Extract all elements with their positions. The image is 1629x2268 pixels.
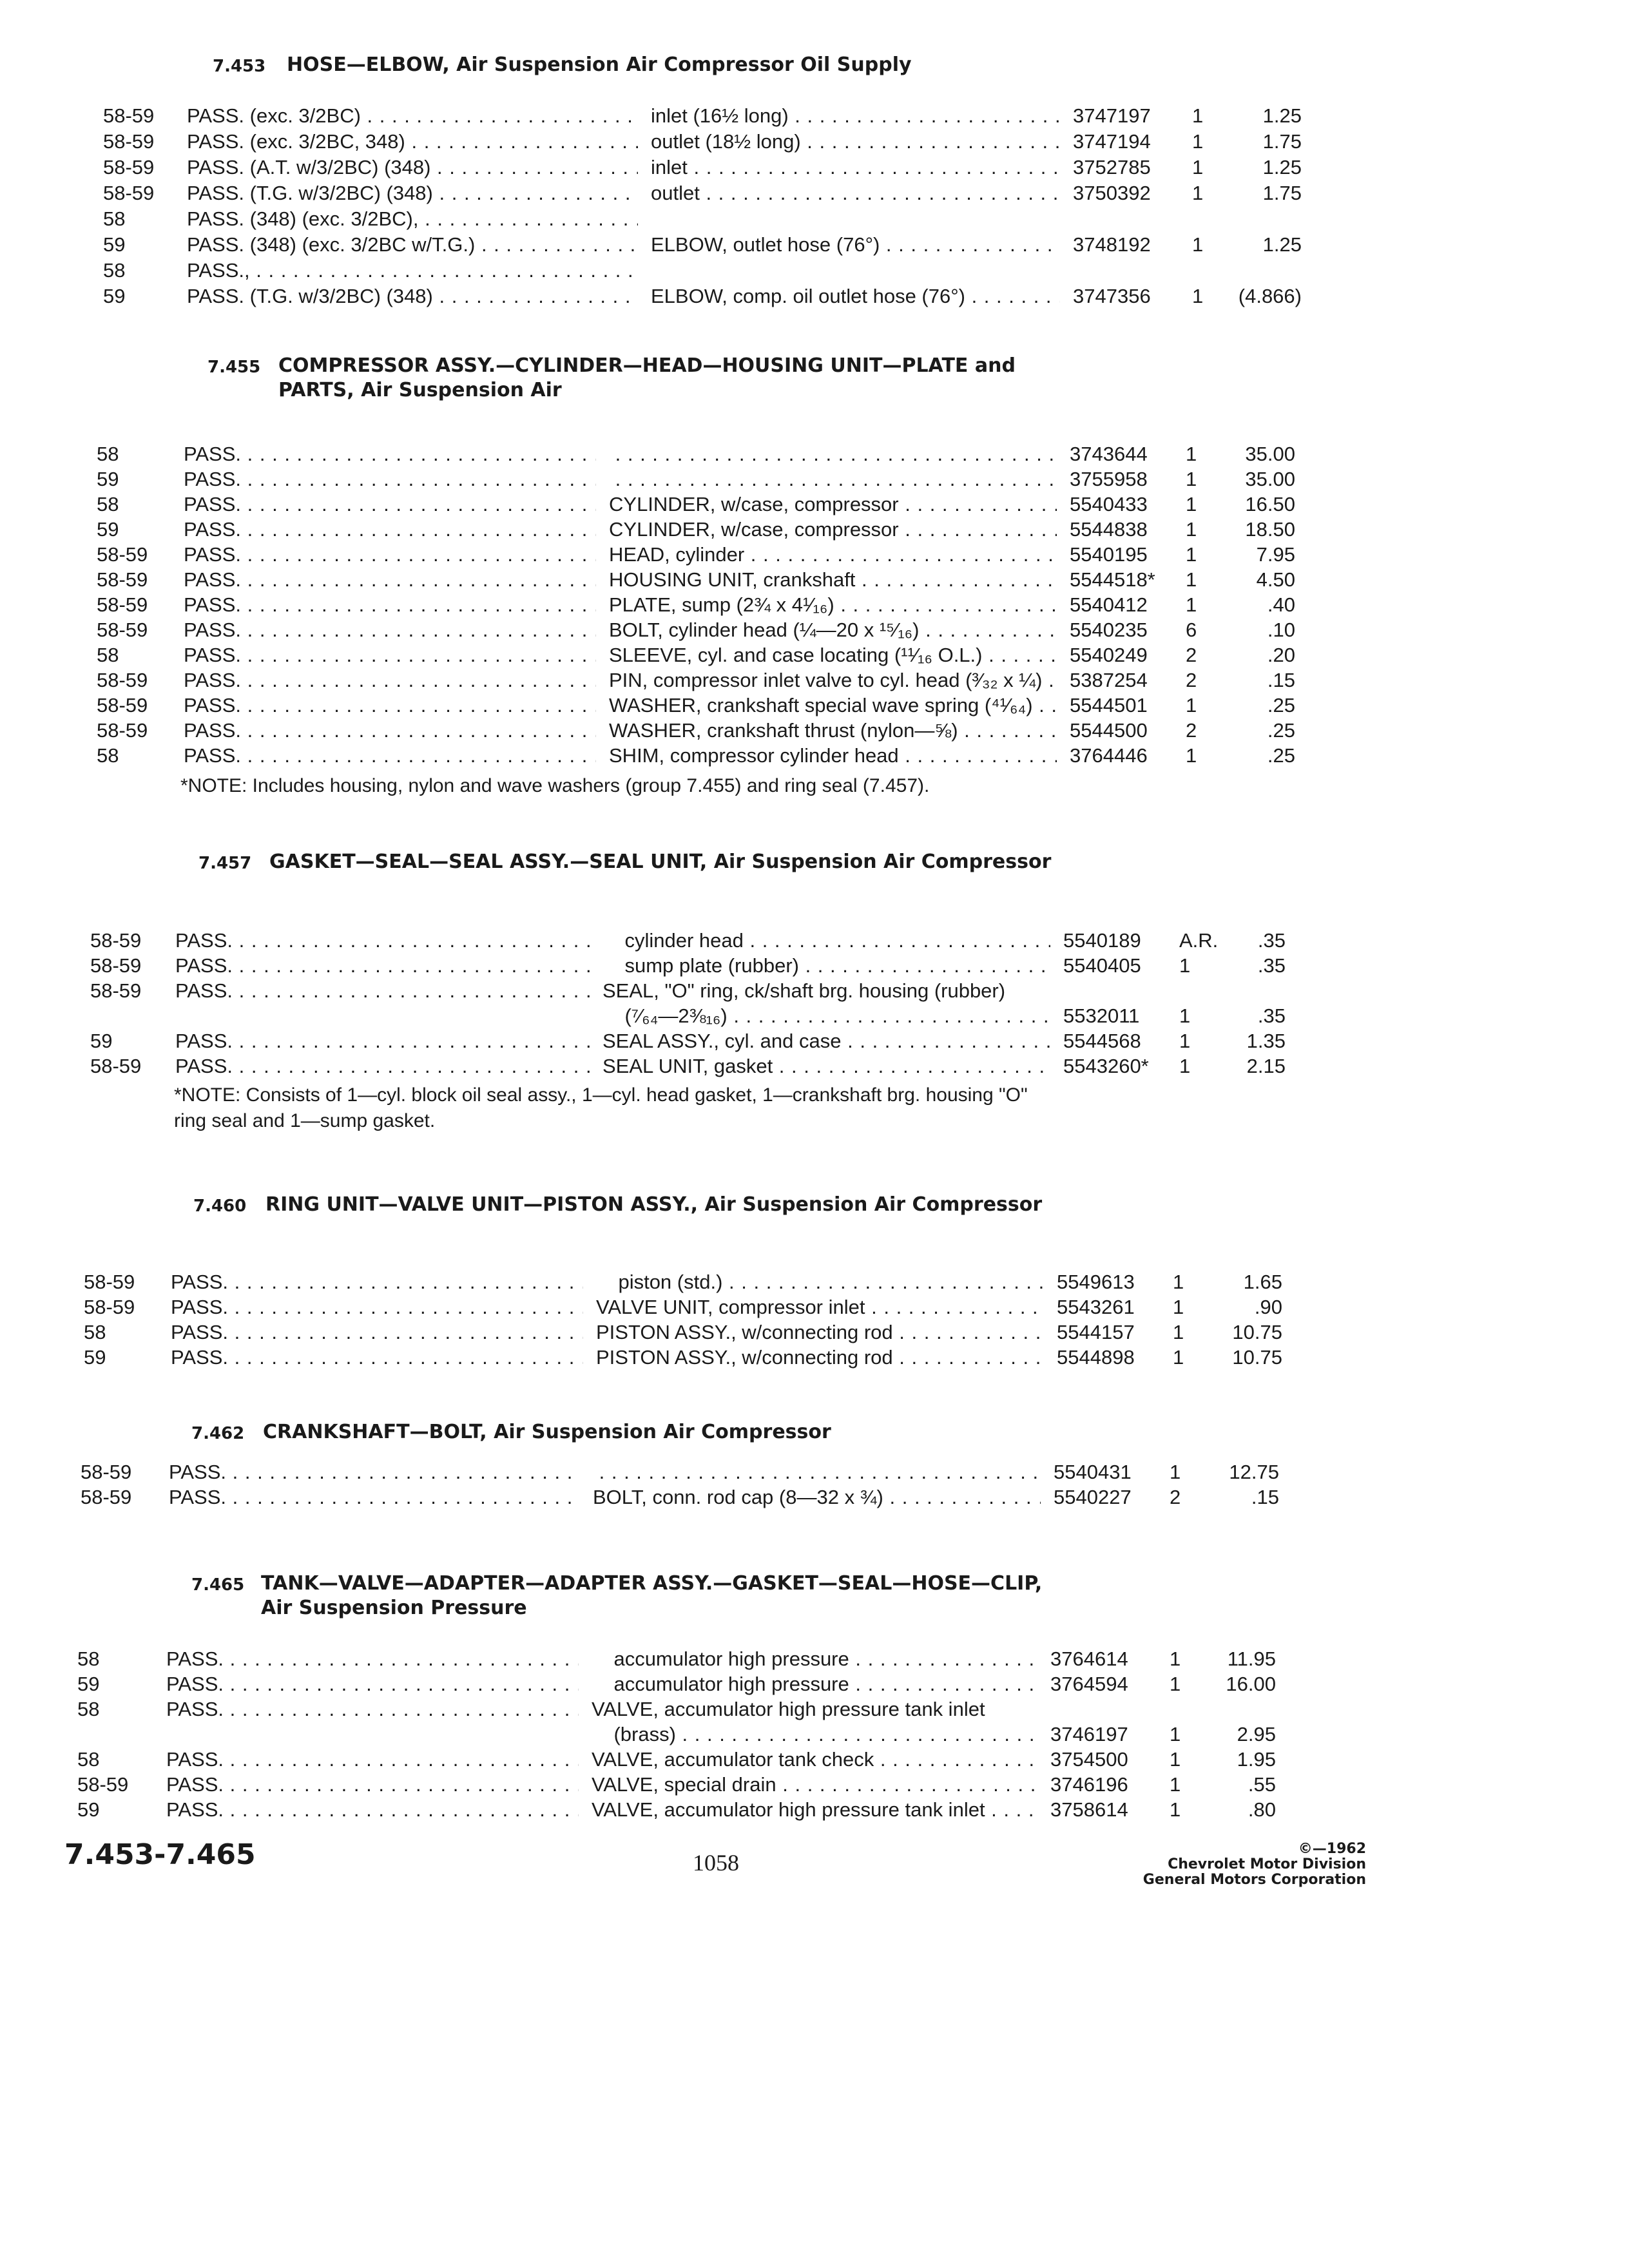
part-row [0, 642, 1629, 668]
part-number-cell: 5544898 [1057, 1346, 1135, 1369]
part-number-cell: 5544501 [1070, 694, 1148, 716]
description-cell: SEAL ASSY., cyl. and case . . . [602, 1028, 1050, 1054]
description-cell: PIN, compressor inlet valve to cyl. head (³⁄₃₂ x ¼) . . . [609, 668, 1057, 693]
price-cell: 7.95 [1256, 543, 1295, 566]
part-row [0, 517, 1629, 543]
quantity-cell: 2 [1170, 1486, 1181, 1508]
year-cell: 59 [84, 1346, 106, 1369]
part-number-cell: 3746197 [1050, 1723, 1128, 1745]
description-cell: SLEEVE, cyl. and case locating (¹¹⁄₁₆ O.L.) . . . [609, 642, 1057, 668]
model-cell: PASS. (T.G. w/3/2BC) (348) . . . [187, 284, 638, 309]
quantity-cell: 1 [1192, 182, 1204, 204]
year-cell: 59 [103, 233, 126, 256]
part-row [0, 1003, 1629, 1029]
quantity-cell: 1 [1170, 1461, 1181, 1483]
part-number-cell: 5540412 [1070, 593, 1148, 616]
price-cell: (4.866) [1238, 285, 1302, 307]
quantity-cell: 1 [1192, 130, 1204, 153]
model-cell: PASS. . . . [166, 1797, 579, 1823]
section-title: HOSE—ELBOW, Air Suspension Air Compressor Oil Supply [287, 53, 912, 76]
part-number-cell: 5540189 [1063, 929, 1141, 952]
part-number-cell: 5387254 [1070, 669, 1148, 691]
part-number-cell: 5544838 [1070, 518, 1148, 541]
description-cell: CYLINDER, w/case, compressor . . . [609, 517, 1057, 543]
year-cell: 59 [97, 468, 119, 490]
part-number-cell: 3747194 [1073, 130, 1151, 153]
year-cell: 58 [77, 1698, 100, 1720]
part-number-cell: 5544500 [1070, 719, 1148, 742]
description-cell: sump plate (rubber) . . . [602, 953, 1050, 979]
quantity-cell: 1 [1170, 1773, 1181, 1796]
part-row [0, 693, 1629, 718]
description-cell [609, 466, 1057, 492]
part-number-cell: 5544568 [1063, 1030, 1141, 1052]
model-cell: PASS. . . . [184, 642, 596, 668]
price-cell: .15 [1251, 1486, 1279, 1508]
year-cell: 58 [77, 1748, 100, 1771]
year-cell: 58-59 [77, 1773, 129, 1796]
model-cell: PASS. . . . [184, 492, 596, 517]
year-cell: 58-59 [97, 568, 148, 591]
description-cell: WASHER, crankshaft special wave spring (⁴¹⁄₆₄) . . . [609, 693, 1057, 718]
quantity-cell: 1 [1186, 493, 1197, 515]
year-cell: 58-59 [97, 669, 148, 691]
price-cell: .10 [1267, 619, 1295, 641]
model-cell: PASS. . . . [169, 1485, 580, 1510]
description-cell: inlet . . . [651, 155, 1060, 180]
price-cell: .90 [1254, 1296, 1282, 1318]
section-note: *NOTE: Consists of 1—cyl. block oil seal assy., 1—cyl. head gasket, 1—crankshaft brg. housing "O" ring seal and 1—sump gasket. [174, 1084, 1028, 1131]
quantity-cell: 6 [1186, 619, 1197, 641]
description-cell: (⁷⁄₆₄—2⅜₁₆) . . . [602, 1003, 1050, 1029]
year-cell: 58-59 [84, 1296, 135, 1318]
year-cell: 59 [77, 1673, 100, 1695]
part-number-cell: 3764614 [1050, 1648, 1128, 1670]
quantity-cell: 1 [1179, 954, 1191, 977]
quantity-cell: 1 [1173, 1296, 1184, 1318]
quantity-cell: 1 [1186, 694, 1197, 716]
model-cell: PASS. . . . [175, 928, 590, 954]
part-row [0, 617, 1629, 643]
model-cell: PASS. . . . [184, 743, 596, 769]
division-name: Chevrolet Motor Division [1168, 1856, 1366, 1872]
model-cell: PASS. . . . [171, 1320, 583, 1345]
part-number-cell: 3748192 [1073, 233, 1151, 256]
description-cell: outlet (18½ long) . . . [651, 129, 1060, 155]
part-row [0, 953, 1629, 979]
part-row [0, 1459, 1629, 1485]
quantity-cell: 1 [1173, 1321, 1184, 1343]
description-cell: VALVE UNIT, compressor inlet . . . [596, 1294, 1044, 1320]
part-number-cell: 3750392 [1073, 182, 1151, 204]
description-cell: VALVE, accumulator tank check . . . [592, 1747, 1037, 1773]
year-cell: 58 [97, 744, 119, 767]
price-cell: .40 [1267, 593, 1295, 616]
part-row [0, 567, 1629, 593]
description-cell: accumulator high pressure . . . [592, 1671, 1037, 1697]
year-cell: 58-59 [97, 543, 148, 566]
model-cell: PASS. . . . [171, 1269, 583, 1295]
model-cell: PASS. . . . [171, 1294, 583, 1320]
price-cell: .25 [1267, 719, 1295, 742]
description-cell: BOLT, conn. rod cap (8—32 x ¾) . . . [593, 1485, 1041, 1510]
part-row [0, 1646, 1629, 1672]
part-number-cell: 5549613 [1057, 1271, 1135, 1293]
part-row [0, 542, 1629, 568]
year-cell: 58-59 [103, 156, 155, 178]
price-cell: 1.25 [1262, 156, 1302, 178]
year-cell: 58-59 [97, 694, 148, 716]
part-number-cell: 3752785 [1073, 156, 1151, 178]
description-cell: outlet . . . [651, 180, 1060, 206]
model-cell: PASS. . . . [169, 1459, 580, 1485]
quantity-cell: 1 [1186, 593, 1197, 616]
description-cell: SHIM, compressor cylinder head . . . [609, 743, 1057, 769]
price-cell: .35 [1257, 929, 1286, 952]
page-number: 1058 [693, 1850, 739, 1876]
price-cell: 35.00 [1245, 468, 1295, 490]
section-title: TANK—VALVE—ADAPTER—ADAPTER ASSY.—GASKET—SEAL—HOSE—CLIP, Air Suspension Pressure [261, 1572, 1043, 1619]
price-cell: 1.75 [1262, 182, 1302, 204]
section-note: *NOTE: Includes housing, nylon and wave washers (group 7.455) and ring seal (7.457). [180, 775, 930, 796]
model-cell: PASS. . . . [184, 617, 596, 643]
description-cell: VALVE, accumulator high pressure tank inlet . . . [592, 1797, 1037, 1823]
part-number-cell: 3764446 [1070, 744, 1148, 767]
section-number: 7.455 [207, 358, 261, 377]
price-cell: 18.50 [1245, 518, 1295, 541]
model-cell: PASS. (exc. 3/2BC, 348) . . . [187, 129, 638, 155]
part-row [0, 466, 1629, 492]
description-cell [609, 441, 1057, 467]
year-cell: 58-59 [97, 619, 148, 641]
description-cell: PISTON ASSY., w/connecting rod . . . [596, 1345, 1044, 1370]
quantity-cell: 1 [1186, 744, 1197, 767]
description-cell: HOUSING UNIT, crankshaft . . . [609, 567, 1057, 593]
description-cell: accumulator high pressure . . . [592, 1646, 1037, 1672]
description-cell: SEAL, "O" ring, ck/shaft brg. housing (rubber) [602, 979, 1006, 1002]
model-cell: PASS. . . . [166, 1671, 579, 1697]
quantity-cell: A.R. [1179, 929, 1219, 952]
year-cell: 59 [103, 285, 126, 307]
year-cell: 58-59 [90, 1055, 142, 1077]
part-number-cell: 3754500 [1050, 1748, 1128, 1771]
model-cell: PASS. . . . [184, 517, 596, 543]
model-cell: PASS. . . . [171, 1345, 583, 1370]
description-cell: PISTON ASSY., w/connecting rod . . . [596, 1320, 1044, 1345]
model-cell: PASS. . . . [175, 953, 590, 979]
quantity-cell: 1 [1192, 104, 1204, 127]
publisher-block [1095, 1841, 1366, 1888]
part-row [0, 1028, 1629, 1054]
part-row [0, 1722, 1629, 1747]
quantity-cell: 1 [1192, 233, 1204, 256]
quantity-cell: 1 [1170, 1648, 1181, 1670]
year-cell: 58-59 [81, 1461, 132, 1483]
part-number-cell: 3747356 [1073, 285, 1151, 307]
quantity-cell: 1 [1186, 468, 1197, 490]
year-cell: 58-59 [90, 979, 142, 1002]
price-cell: 12.75 [1229, 1461, 1279, 1483]
quantity-cell: 1 [1179, 1055, 1191, 1077]
part-row [0, 668, 1629, 693]
model-cell: PASS. . . . [166, 1747, 579, 1773]
part-row [0, 1747, 1629, 1773]
part-row [0, 1269, 1629, 1295]
year-cell: 58 [103, 259, 126, 282]
quantity-cell: 1 [1170, 1748, 1181, 1771]
model-cell: PASS. . . . [184, 693, 596, 718]
part-row [0, 129, 1629, 155]
part-number-cell: 3743644 [1070, 443, 1148, 465]
part-number-cell: 3758614 [1050, 1798, 1128, 1821]
price-cell: .15 [1267, 669, 1295, 691]
part-row [0, 1696, 1629, 1722]
model-cell: PASS. . . . [184, 668, 596, 693]
part-row [0, 206, 1629, 232]
model-cell: PASS. (348) (exc. 3/2BC w/T.G.) . . . [187, 232, 638, 258]
price-cell: 16.50 [1245, 493, 1295, 515]
quantity-cell: 1 [1186, 518, 1197, 541]
year-cell: 59 [90, 1030, 113, 1052]
year-cell: 58-59 [90, 929, 142, 952]
price-cell: 1.65 [1243, 1271, 1282, 1293]
section-number: 7.462 [191, 1424, 245, 1443]
description-cell: ELBOW, comp. oil outlet hose (76°) . . . [651, 284, 1060, 309]
model-cell: PASS. . . . [175, 978, 590, 1004]
quantity-cell: 1 [1186, 443, 1197, 465]
year-cell: 58 [97, 443, 119, 465]
description-cell: ELBOW, outlet hose (76°) . . . [651, 232, 1060, 258]
part-number-cell: 5540227 [1054, 1486, 1132, 1508]
quantity-cell: 1 [1170, 1798, 1181, 1821]
part-row [0, 155, 1629, 180]
price-cell: 10.75 [1232, 1321, 1282, 1343]
description-cell: inlet (16½ long) . . . [651, 103, 1060, 129]
price-cell: 35.00 [1245, 443, 1295, 465]
year-cell: 58-59 [103, 104, 155, 127]
price-cell: 1.25 [1262, 233, 1302, 256]
section-number: 7.465 [191, 1575, 245, 1595]
year-cell: 58-59 [81, 1486, 132, 1508]
model-cell: PASS. . . . [166, 1772, 579, 1798]
quantity-cell: 1 [1186, 543, 1197, 566]
part-row [0, 284, 1629, 309]
price-cell: 1.75 [1262, 130, 1302, 153]
model-cell: PASS. . . . [184, 567, 596, 593]
model-cell: PASS. . . . [184, 718, 596, 744]
description-cell: BOLT, cylinder head (¼—20 x ¹⁵⁄₁₆) . . . [609, 617, 1057, 643]
description-cell: cylinder head . . . [602, 928, 1050, 954]
quantity-cell: 1 [1173, 1271, 1184, 1293]
section-number: 7.453 [213, 57, 266, 76]
model-cell: PASS. . . . [175, 1028, 590, 1054]
quantity-cell: 2 [1186, 644, 1197, 666]
quantity-cell: 2 [1186, 719, 1197, 742]
part-number-cell: 5543260* [1063, 1055, 1149, 1077]
part-number-cell: 5540405 [1063, 954, 1141, 977]
price-cell: 2.15 [1246, 1055, 1286, 1077]
section-title: RING UNIT—VALVE UNIT—PISTON ASSY., Air Suspension Air Compressor [265, 1193, 1043, 1216]
quantity-cell: 1 [1192, 156, 1204, 178]
corporation-name: General Motors Corporation [1142, 1872, 1366, 1888]
price-cell: 1.35 [1246, 1030, 1286, 1052]
price-cell: 16.00 [1226, 1673, 1276, 1695]
quantity-cell: 1 [1179, 1004, 1191, 1027]
section-number: 7.457 [198, 854, 252, 873]
section-number: 7.460 [193, 1196, 247, 1216]
price-cell: .80 [1248, 1798, 1276, 1821]
part-row [0, 1345, 1629, 1370]
part-row [0, 1671, 1629, 1697]
description-cell: CYLINDER, w/case, compressor . . . [609, 492, 1057, 517]
description-cell: SEAL UNIT, gasket . . . [602, 1053, 1050, 1079]
price-cell: 2.95 [1237, 1723, 1276, 1745]
price-cell: 10.75 [1232, 1346, 1282, 1369]
section-title: CRANKSHAFT—BOLT, Air Suspension Air Compressor [263, 1421, 831, 1443]
year-cell: 58-59 [90, 954, 142, 977]
model-cell: PASS. . . . [166, 1696, 579, 1722]
model-cell: PASS. . . . [184, 466, 596, 492]
part-row [0, 743, 1629, 769]
year-cell: 58 [97, 644, 119, 666]
description-cell: piston (std.) . . . [596, 1269, 1044, 1295]
quantity-cell: 1 [1186, 568, 1197, 591]
model-cell: PASS. . . . [166, 1646, 579, 1672]
part-number-cell: 5544518* [1070, 568, 1155, 591]
part-number-cell: 5540431 [1054, 1461, 1132, 1483]
description-cell: VALVE, accumulator high pressure tank inlet [592, 1698, 985, 1720]
part-row [0, 103, 1629, 129]
section-title: COMPRESSOR ASSY.—CYLINDER—HEAD—HOUSING UNIT—PLATE and PARTS, Air Suspension Air [278, 354, 1016, 401]
model-cell: PASS. (A.T. w/3/2BC) (348) . . . [187, 155, 638, 180]
part-row [0, 1485, 1629, 1510]
part-number-cell: 5540195 [1070, 543, 1148, 566]
quantity-cell: 1 [1170, 1723, 1181, 1745]
part-number-cell: 5540249 [1070, 644, 1148, 666]
price-cell: 1.95 [1237, 1748, 1276, 1771]
year-cell: 58-59 [97, 719, 148, 742]
model-cell: PASS. (exc. 3/2BC) . . . [187, 103, 638, 129]
section-range: 7.453-7.465 [64, 1838, 256, 1871]
part-row [0, 978, 1629, 1004]
part-number-cell: 3764594 [1050, 1673, 1128, 1695]
price-cell: .25 [1267, 744, 1295, 767]
price-cell: 1.25 [1262, 104, 1302, 127]
part-number-cell: 5543261 [1057, 1296, 1135, 1318]
part-row [0, 928, 1629, 954]
part-number-cell: 5540235 [1070, 619, 1148, 641]
part-number-cell: 5532011 [1063, 1004, 1140, 1027]
model-cell: PASS. . . . [184, 441, 596, 467]
model-cell: PASS. . . . [184, 592, 596, 618]
quantity-cell: 1 [1170, 1673, 1181, 1695]
year-cell: 58-59 [97, 593, 148, 616]
year-cell: 59 [77, 1798, 100, 1821]
year-cell: 58-59 [103, 130, 155, 153]
price-cell: .55 [1248, 1773, 1276, 1796]
part-row [0, 180, 1629, 206]
year-cell: 59 [97, 518, 119, 541]
year-cell: 58 [77, 1648, 100, 1670]
model-cell: PASS. . . . [175, 1053, 590, 1079]
part-row [0, 1053, 1629, 1079]
price-cell: 11.95 [1227, 1648, 1276, 1670]
model-cell: PASS., . . . [187, 258, 638, 284]
price-cell: .25 [1267, 694, 1295, 716]
part-row [0, 1797, 1629, 1823]
quantity-cell: 1 [1179, 1030, 1191, 1052]
model-cell: PASS. (348) (exc. 3/2BC), . . . [187, 206, 638, 232]
part-number-cell: 5540433 [1070, 493, 1148, 515]
description-cell: WASHER, crankshaft thrust (nylon—⅝) . . . [609, 718, 1057, 744]
quantity-cell: 2 [1186, 669, 1197, 691]
part-row [0, 492, 1629, 517]
part-number-cell: 3746196 [1050, 1773, 1128, 1796]
part-row [0, 592, 1629, 618]
part-row [0, 258, 1629, 284]
section-title: GASKET—SEAL—SEAL ASSY.—SEAL UNIT, Air Suspension Air Compressor [269, 850, 1052, 873]
quantity-cell: 1 [1192, 285, 1204, 307]
description-cell: VALVE, special drain . . . [592, 1772, 1037, 1798]
part-row [0, 1320, 1629, 1345]
description-cell: (brass) . . . [592, 1722, 1037, 1747]
model-cell: PASS. (T.G. w/3/2BC) (348) . . . [187, 180, 638, 206]
price-cell: .35 [1257, 954, 1286, 977]
model-cell: PASS. . . . [184, 542, 596, 568]
part-row [0, 1294, 1629, 1320]
description-cell: PLATE, sump (2¾ x 4¹⁄₁₆) . . . [609, 592, 1057, 618]
part-row [0, 1772, 1629, 1798]
price-cell: 4.50 [1256, 568, 1295, 591]
part-number-cell: 5544157 [1057, 1321, 1135, 1343]
year-cell: 58-59 [103, 182, 155, 204]
price-cell: .20 [1267, 644, 1295, 666]
part-number-cell: 3755958 [1070, 468, 1148, 490]
description-cell: HEAD, cylinder . . . [609, 542, 1057, 568]
year-cell: 58 [97, 493, 119, 515]
quantity-cell: 1 [1173, 1346, 1184, 1369]
part-number-cell: 3747197 [1073, 104, 1151, 127]
part-row [0, 232, 1629, 258]
year-cell: 58 [103, 207, 126, 230]
part-row [0, 441, 1629, 467]
description-cell [593, 1459, 1041, 1485]
year-cell: 58-59 [84, 1271, 135, 1293]
year-cell: 58 [84, 1321, 106, 1343]
part-row [0, 718, 1629, 744]
price-cell: .35 [1257, 1004, 1286, 1027]
copyright: ©—1962 [1298, 1841, 1366, 1857]
